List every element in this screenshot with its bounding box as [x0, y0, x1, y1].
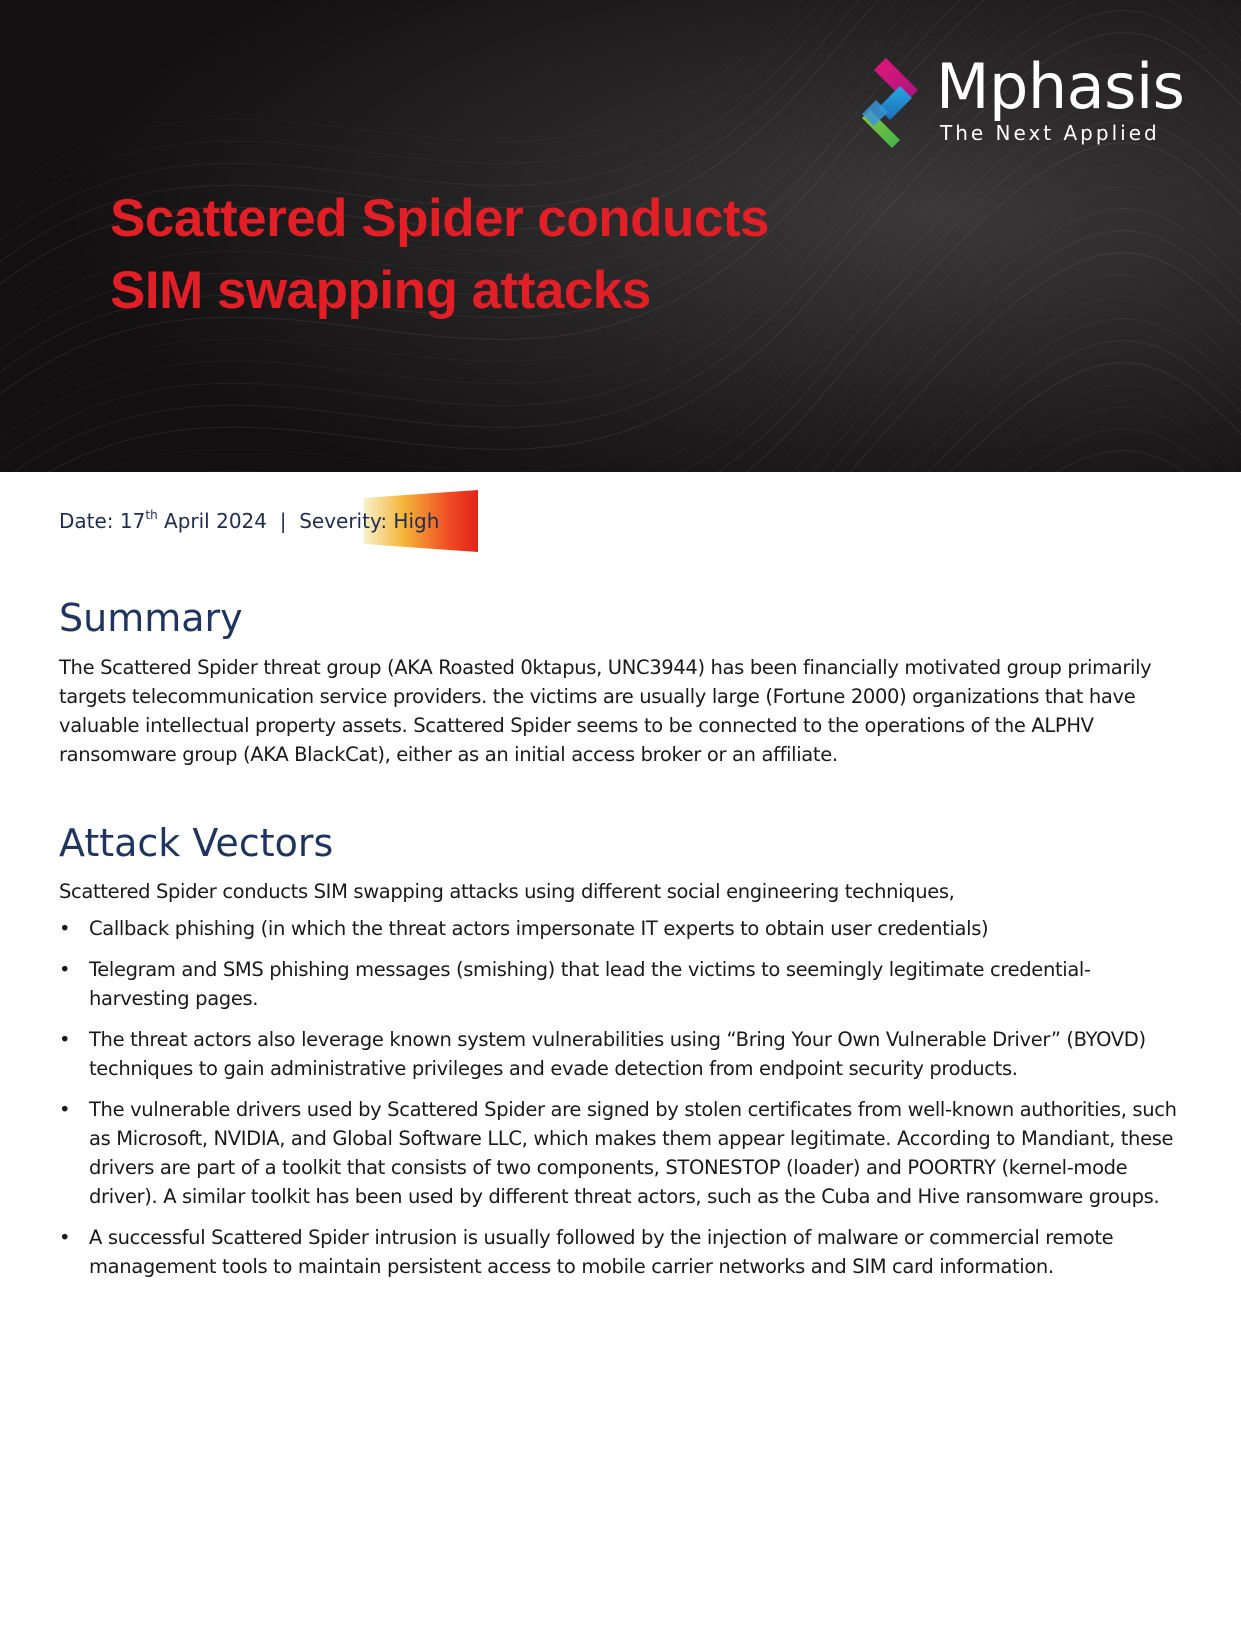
list-item — [59, 1025, 1179, 1083]
list-item — [59, 1095, 1179, 1211]
list-item-text: Telegram and SMS phishing messages (smishing) that lead the victims to seemingly legitimate credential-harvesting pages. — [89, 958, 1091, 1010]
bullet-icon: • — [59, 917, 71, 940]
brand-tagline: The Next Applied — [940, 121, 1160, 145]
report-meta — [59, 503, 439, 539]
summary-text: The Scattered Spider threat group (AKA Roasted 0ktapus, UNC3944) has been financially motivated group primarily targets telecommunication service providers. the victims are usually large (Fortune 2000) organizations that have valuable intellectual property assets. Scattered Spider seems to be connected to the operations of the ALPHV ransomware group (AKA BlackCat), either as an initial access broker or an affiliate. — [59, 656, 1152, 766]
attack-vectors-list — [59, 914, 1179, 1293]
date-prefix: Date: 17 — [59, 509, 146, 533]
page-title-line-1: Scattered Spider conducts — [110, 189, 770, 248]
list-item — [59, 1223, 1179, 1281]
page-title — [110, 183, 870, 327]
attack-vectors-heading: Attack Vectors — [59, 821, 334, 865]
mphasis-logo — [860, 50, 1185, 152]
severity-label: Severity: High — [299, 509, 440, 533]
attack-vectors-intro: Scattered Spider conducts SIM swapping attacks using different social engineering techniques, — [59, 880, 955, 903]
bullet-icon: • — [59, 1226, 71, 1249]
hero-banner — [0, 0, 1241, 472]
summary-heading: Summary — [59, 596, 243, 640]
page-title-line-2: SIM swapping attacks — [110, 261, 651, 320]
bullet-icon: • — [59, 958, 71, 981]
list-item-text: The threat actors also leverage known system vulnerabilities using “Bring Your Own Vulnerable Driver” (BYOVD) techniques to gain administrative privileges and evade detection from endpoint security products. — [89, 1028, 1146, 1080]
list-item — [59, 914, 1179, 943]
brand-name: Mphasis — [936, 50, 1185, 123]
date-ordinal: th — [145, 508, 158, 522]
bullet-icon: • — [59, 1098, 71, 1121]
meta-separator: | — [279, 509, 287, 533]
list-item-text: The vulnerable drivers used by Scattered Spider are signed by stolen certificates from well-known authorities, such as Microsoft, NVIDIA, and Global Software LLC, which makes them appear legitimate. According to Mandiant, these drivers are part of a toolkit that consists of two components, STONESTOP (loader) and POORTRY (kernel-mode driver). A similar toolkit has been used by different threat actors, such as the Cuba and Hive ransomware groups. — [89, 1098, 1177, 1208]
list-item — [59, 955, 1179, 1013]
date-suffix: April 2024 — [157, 509, 267, 533]
list-item-text: Callback phishing (in which the threat actors impersonate IT experts to obtain user credentials) — [89, 917, 989, 940]
severity-indicator — [299, 503, 439, 539]
list-item-text: A successful Scattered Spider intrusion is usually followed by the injection of malware or commercial remote management tools to maintain persistent access to mobile carrier networks and SIM card information. — [89, 1226, 1114, 1278]
mphasis-logo-mark-icon — [860, 56, 926, 156]
bullet-icon: • — [59, 1028, 71, 1051]
